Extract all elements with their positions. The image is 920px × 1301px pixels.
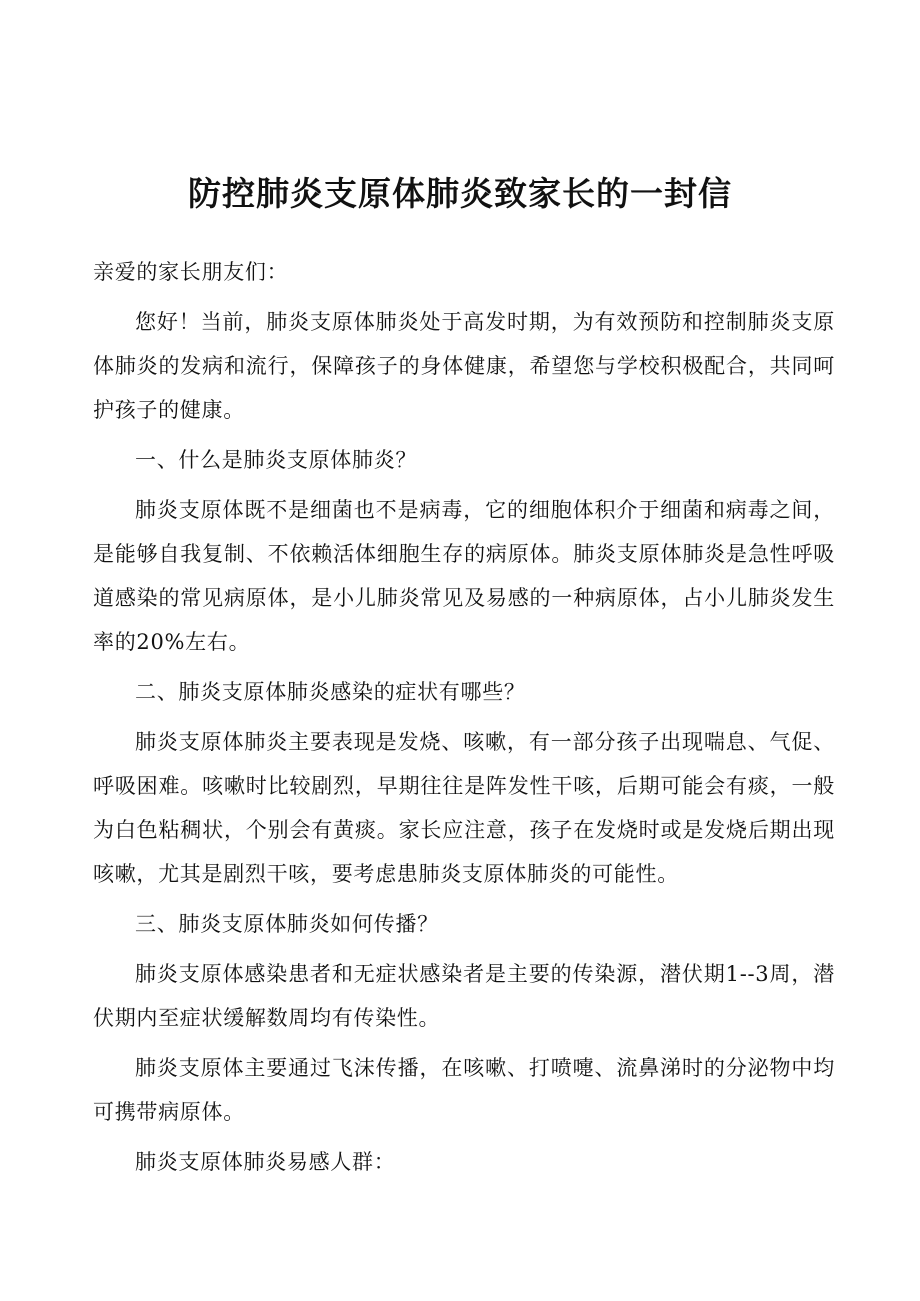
document-title: 防控肺炎支原体肺炎致家长的一封信 <box>188 174 732 214</box>
transmission-source-paragraph: 肺炎支原体感染患者和无症状感染者是主要的传染源，潜伏期1--3周，潜伏期内至症状缓解数周均有传染性。 <box>93 962 835 1030</box>
susceptible-population-heading: 肺炎支原体肺炎易感人群： <box>135 1150 396 1174</box>
section-heading-symptoms: 二、肺炎支原体肺炎感染的症状有哪些？ <box>135 680 526 704</box>
section-heading-transmission: 三、肺炎支原体肺炎如何传播？ <box>135 912 439 936</box>
greeting: 亲爱的家长朋友们： <box>93 260 289 284</box>
symptoms-paragraph: 肺炎支原体肺炎主要表现是发烧、咳嗽，有一部分孩子出现喘息、气促、呼吸困难。咳嗽时比较剧烈，早期往往是阵发性干咳，后期可能会有痰，一般为白色粘稠状，个别会有黄痰。家长应注意，孩子在发烧时或是发烧后期出现咳嗽，尤其是剧烈干咳，要考虑患肺炎支原体肺炎的可能性。 <box>93 730 835 886</box>
section-heading-what-is: 一、什么是肺炎支原体肺炎？ <box>135 448 418 472</box>
transmission-route-paragraph: 肺炎支原体主要通过飞沫传播，在咳嗽、打喷嚏、流鼻涕时的分泌物中均可携带病原体。 <box>93 1056 835 1124</box>
intro-paragraph: 您好！当前，肺炎支原体肺炎处于高发时期，为有效预防和控制肺炎支原体肺炎的发病和流行，保障孩子的身体健康，希望您与学校积极配合，共同呵护孩子的健康。 <box>93 310 835 422</box>
definition-paragraph: 肺炎支原体既不是细菌也不是病毒，它的细胞体积介于细菌和病毒之间，是能够自我复制、不依赖活体细胞生存的病原体。肺炎支原体肺炎是急性呼吸道感染的常见病原体，是小儿肺炎常见及易感的一种病原体，占小儿肺炎发生率的20%左右。 <box>93 498 835 654</box>
letter-body <box>93 250 835 1190</box>
